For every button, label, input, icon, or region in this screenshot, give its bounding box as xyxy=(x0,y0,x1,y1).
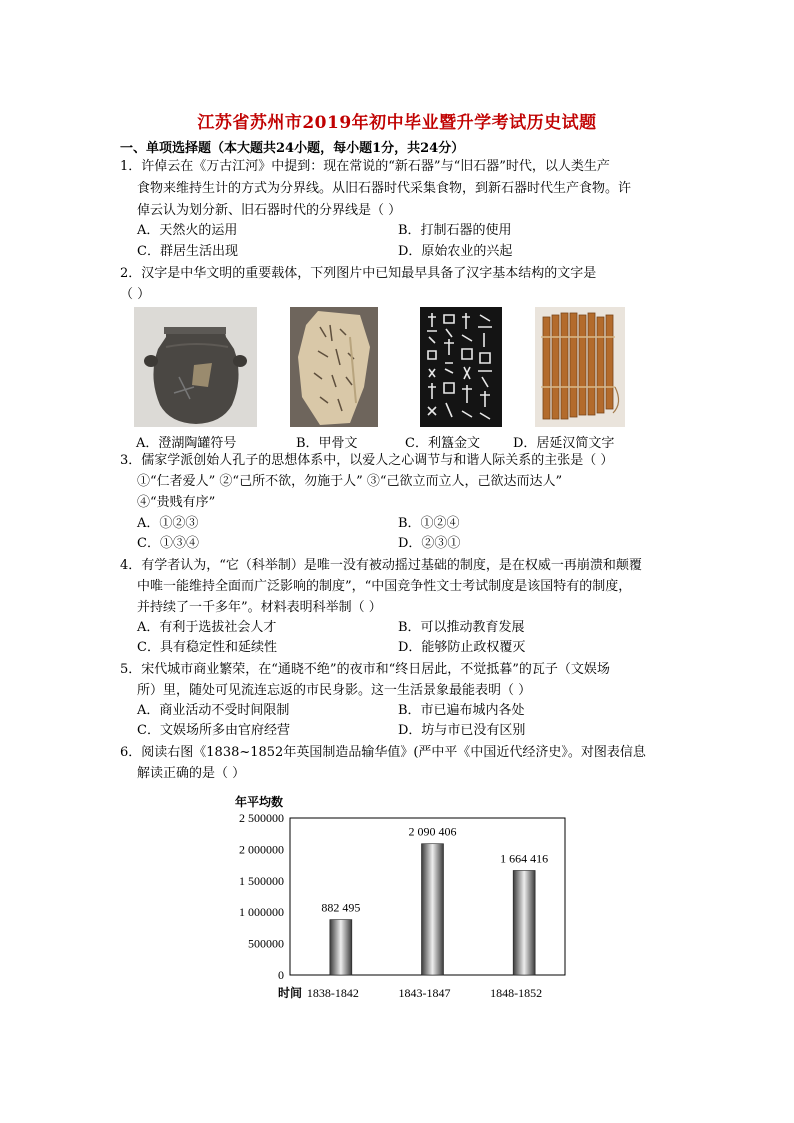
pottery-jar-image xyxy=(134,307,257,427)
bar-chart xyxy=(215,790,595,1010)
image-caption-d: D．居延汉简文字 xyxy=(513,436,615,451)
q1-line-2: 食物来维持生计的方式为分界线。从旧石器时代采集食物，到新石器时代生产食物。许 xyxy=(137,181,632,196)
q5-option-d: D．坊与市已没有区别 xyxy=(398,723,526,738)
q5-line-2: 所）里，随处可见流连忘返的市民身影。这一生活景象最能表明（ ） xyxy=(137,683,532,698)
bamboo-slips-image xyxy=(535,307,625,427)
q1-option-d: D．原始农业的兴起 xyxy=(398,244,513,259)
q3-option-a: A．①②③ xyxy=(137,516,199,531)
x-tick-label: 1848-1852 xyxy=(490,986,543,1000)
q4-option-a: A．有利于选拔社会人才 xyxy=(137,620,277,635)
bar xyxy=(330,920,352,975)
q1-option-a: A．天然火的运用 xyxy=(137,223,238,238)
bronze-inscription-image xyxy=(420,307,502,427)
q3-line-2: ①“仁者爱人” ②“己所不欲，勿施于人” ③“己欲立而立人，己欲达而达人” xyxy=(137,474,563,489)
q1-option-b: B．打制石器的使用 xyxy=(398,223,512,238)
q2-line-2: （ ） xyxy=(120,287,151,302)
q5-option-a: A．商业活动不受时间限制 xyxy=(137,703,290,718)
q6-line-1: 6．阅读右图《1838~1852年英国制造品输华值》(严中平《中国近代经济史》。对图表信息 xyxy=(120,745,646,760)
y-tick-label: 2 500000 xyxy=(239,811,284,825)
q5-line-1: 5．宋代城市商业繁荣，在“通晓不绝”的夜市和“终日居此，不觉抵暮”的瓦子（文娱场 xyxy=(120,662,610,677)
q4-option-d: D．能够防止政权覆灭 xyxy=(398,640,526,655)
q4-line-1: 4．有学者认为，“它（科举制）是唯一没有被动摇过基础的制度，是在权威一再崩溃和颠覆 xyxy=(120,558,642,573)
y-tick-label: 0 xyxy=(278,968,284,982)
y-axis-label: 年平均数 xyxy=(235,795,284,809)
image-caption-a: A．澄湖陶罐符号 xyxy=(136,436,237,451)
bar xyxy=(422,844,444,975)
oracle-bone-image xyxy=(290,307,378,427)
q3-option-c: C．①③④ xyxy=(137,536,199,551)
x-tick-label: 1838-1842 xyxy=(306,986,359,1000)
x-tick-label: 1843-1847 xyxy=(398,986,451,1000)
bar-value-label: 882 495 xyxy=(321,900,361,915)
q4-line-3: 并持续了一千多年”。材料表明科举制（ ） xyxy=(137,600,382,615)
q4-option-c: C．具有稳定性和延续性 xyxy=(137,640,277,655)
bar-value-label: 2 090 406 xyxy=(408,824,457,839)
bar xyxy=(513,870,535,975)
y-tick-label: 500000 xyxy=(248,936,284,951)
q5-option-c: C．文娱场所多由官府经营 xyxy=(137,723,290,738)
q3-option-d: D．②③① xyxy=(398,536,461,551)
y-tick-label: 1 000000 xyxy=(239,905,284,920)
q4-line-2: 中唯一能维持全面而广泛影响的制度”，“中国竞争性文士考试制度是该国特有的制度， xyxy=(137,579,632,594)
q2-line-1: 2．汉字是中华文明的重要载体，下列图片中已知最早具备了汉字基本结构的文字是 xyxy=(120,266,597,281)
image-caption-b: B．甲骨文 xyxy=(296,436,358,451)
q4-option-b: B．可以推动教育发展 xyxy=(398,620,525,635)
q3-line-3: ④“贵贱有序” xyxy=(137,495,216,510)
q3-line-1: 3．儒家学派创始人孔子的思想体系中，以爱人之心调节与和谐人际关系的主张是（ ） xyxy=(120,453,614,468)
q3-option-b: B．①②④ xyxy=(398,516,460,531)
bar-value-label: 1 664 416 xyxy=(500,851,549,866)
q1-line-3: 倬云认为划分新、旧石器时代的分界线是（ ） xyxy=(137,203,402,218)
y-tick-label: 2 000000 xyxy=(239,842,284,857)
image-caption-c: C．利簋金文 xyxy=(405,436,480,451)
q1-line-1: 1．许倬云在《万古江河》中提到：现在常说的“新石器”与“旧石器”时代，以人类生产 xyxy=(120,159,610,174)
q1-option-c: C．群居生活出现 xyxy=(137,244,238,259)
y-tick-label: 1 500000 xyxy=(239,873,284,888)
q6-line-2: 解读正确的是（ ） xyxy=(137,766,246,781)
x-axis-label: 时间 xyxy=(278,986,303,1000)
page-title: 江苏省苏州市2019年初中毕业暨升学考试历史试题 xyxy=(197,113,597,133)
section-heading: 一、单项选择题（本大题共24小题，每小题1分，共24分） xyxy=(120,141,465,156)
q5-option-b: B．市已遍布城内各处 xyxy=(398,703,525,718)
